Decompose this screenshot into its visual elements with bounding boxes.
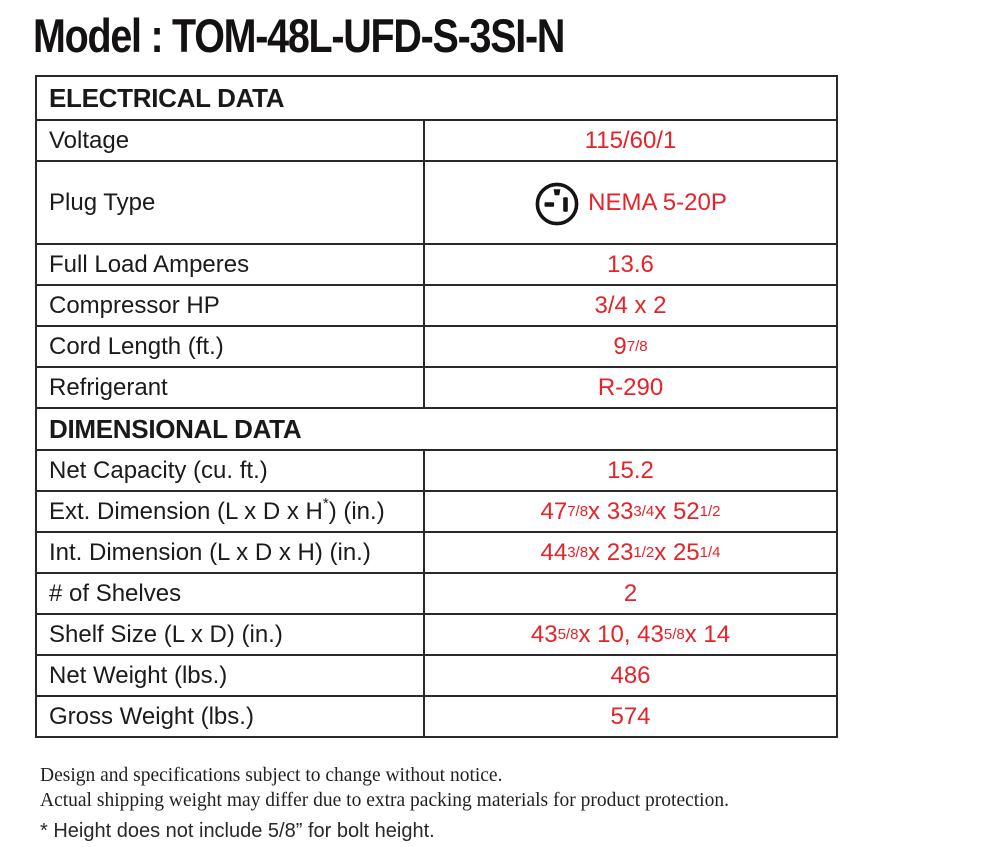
table-row-shelf-size — [37, 613, 836, 654]
table-row-net-weight — [37, 654, 836, 695]
table-row-ext-dimension — [37, 490, 836, 531]
table-row-shelves — [37, 572, 836, 613]
page-title: Model : TOM-48L-UFD-S-3SI-N — [33, 9, 565, 62]
table-row-plug-type — [37, 160, 836, 243]
table-row-int-dimension — [37, 531, 836, 572]
row-value — [425, 162, 836, 243]
row-value: 13.6 — [607, 250, 654, 278]
spec-table — [35, 75, 838, 738]
table-row-gross-weight — [37, 695, 836, 736]
row-label: Gross Weight (lbs.) — [37, 697, 425, 736]
footnote-shipping-weight: Actual shipping weight may differ due to extra packing materials for product protection. — [40, 790, 729, 811]
row-value: 115/60/1 — [584, 126, 677, 154]
row-label: Net Weight (lbs.) — [37, 656, 425, 695]
table-row-compressor-hp — [37, 284, 836, 325]
section-header-dimensional: DIMENSIONAL DATA — [37, 407, 836, 449]
row-label: Shelf Size (L x D) (in.) — [37, 615, 425, 654]
row-value: 15.2 — [607, 456, 654, 484]
table-row-voltage — [37, 119, 836, 160]
row-label: Cord Length (ft.) — [37, 327, 425, 366]
row-value: 2 — [623, 579, 638, 607]
row-label: Refrigerant — [37, 368, 425, 407]
row-value: R-290 — [597, 373, 664, 401]
row-value: 43 5/8 x 10, 43 5/8 x 14 — [530, 620, 731, 648]
table-row-cord-length — [37, 325, 836, 366]
row-label: Net Capacity (cu. ft.) — [37, 451, 425, 490]
section-header-electrical: ELECTRICAL DATA — [49, 82, 285, 113]
row-label: Compressor HP — [37, 286, 425, 325]
row-value: 9 7/8 — [613, 332, 648, 360]
row-label: Ext. Dimension (L x D x H * ) (in.) — [37, 492, 425, 531]
nema-5-20p-plug-icon — [534, 181, 580, 227]
table-row-net-capacity — [37, 449, 836, 490]
row-label: Voltage — [37, 121, 425, 160]
row-label: Full Load Amperes — [37, 245, 425, 284]
footnotes — [40, 763, 729, 843]
row-label: Int. Dimension (L x D x H) (in.) — [37, 533, 425, 572]
footnote-bolt-height: * Height does not include 5/8” for bolt height. — [40, 820, 435, 842]
table-row-refrigerant — [37, 366, 836, 407]
row-value: 574 — [610, 702, 651, 730]
row-value: 3/4 x 2 — [594, 291, 667, 319]
row-value: 47 7/8 x 33 3/4 x 52 1/2 — [540, 497, 721, 525]
footnote-change-notice: Design and specifications subject to change without notice. — [40, 765, 503, 786]
row-label: # of Shelves — [37, 574, 425, 613]
table-row-full-load-amperes — [37, 243, 836, 284]
row-value: 486 — [610, 661, 651, 689]
row-value-text: NEMA 5-20P — [588, 188, 727, 216]
row-value: 44 3/8 x 23 1/2 x 25 1/4 — [540, 538, 721, 566]
row-label: Plug Type — [37, 162, 425, 243]
